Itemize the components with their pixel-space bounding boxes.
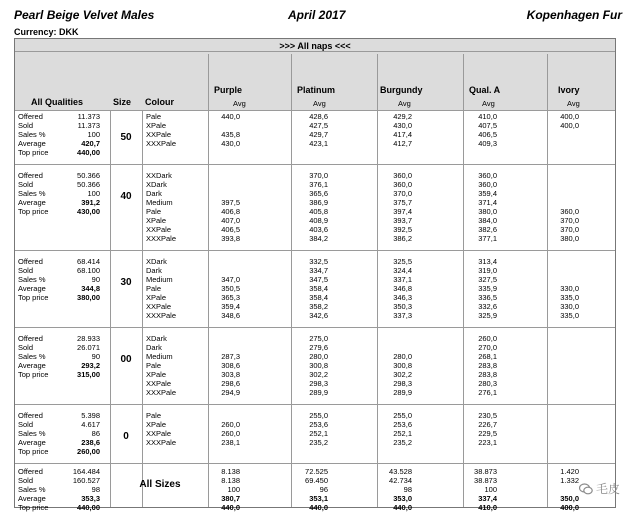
stat-value: 164.484	[72, 467, 100, 476]
stat-label: Sales %	[18, 275, 46, 284]
stat-value: 11.373	[77, 121, 100, 130]
purple-value: 287,3	[221, 352, 240, 361]
stat-label: Sold	[18, 121, 34, 130]
purple-value: 348,6	[221, 311, 240, 320]
stat-value: 293,2	[81, 361, 100, 370]
quala-value: 384,0	[478, 216, 497, 225]
quala-value: 319,0	[478, 266, 497, 275]
total-ivory-value: 400,0	[560, 503, 579, 512]
size-value: 50	[120, 132, 132, 143]
total-burgundy-value: 42.734	[389, 476, 412, 485]
burgundy-value: 375,7	[393, 198, 412, 207]
watermark-text: 毛皮	[595, 482, 620, 496]
purple-value: 359,4	[221, 302, 240, 311]
stat-label: Offered	[18, 257, 43, 266]
stat-label: Sold	[18, 266, 34, 275]
stat-label: Sold	[18, 420, 34, 429]
colour-label: XXPale	[146, 302, 172, 311]
platinum-value: 334,7	[309, 266, 328, 275]
burgundy-value: 360,0	[393, 171, 412, 180]
naps-banner: >>> All naps <<<	[279, 41, 351, 51]
stat-value: 90	[91, 352, 100, 361]
stat-value: 315,00	[77, 370, 100, 379]
burgundy-value: 280,0	[393, 352, 412, 361]
colour-label: XPale	[146, 370, 167, 379]
stat-value: 98	[91, 485, 100, 494]
stat-value: 160.527	[72, 476, 100, 485]
company-name: Kopenhagen Fur	[526, 8, 622, 22]
burgundy-value: 298,3	[393, 379, 412, 388]
platinum-value: 403,6	[309, 225, 328, 234]
colour-label: XXPale	[146, 429, 172, 438]
total-burgundy-value: 98	[403, 485, 412, 494]
stat-value: 344,8	[81, 284, 100, 293]
stat-label: Sales %	[18, 485, 46, 494]
colour-label: Pale	[146, 207, 162, 216]
burgundy-value: 325,5	[393, 257, 412, 266]
burgundy-value: 255,0	[393, 411, 412, 420]
platinum-value: 347,5	[309, 275, 328, 284]
quala-value: 359,4	[478, 189, 497, 198]
platinum-value: 280,0	[309, 352, 328, 361]
total-quala-value: 100	[484, 485, 497, 494]
quala-value: 407,5	[478, 121, 497, 130]
quala-value: 280,3	[478, 379, 497, 388]
column-divider	[142, 111, 143, 507]
stat-value: 28.933	[77, 334, 100, 343]
stat-value: 86	[91, 429, 100, 438]
quala-value: 336,5	[478, 293, 497, 302]
ivory-value: 335,0	[560, 311, 579, 320]
quala-value: 406,5	[478, 130, 497, 139]
total-platinum-value: 69.450	[305, 476, 328, 485]
col-colour: Colour	[145, 97, 174, 107]
platinum-value: 423,1	[309, 139, 328, 148]
total-purple-value: 8.138	[221, 476, 240, 485]
avg-label-purple: Avg	[233, 99, 246, 108]
colour-label: Pale	[146, 284, 162, 293]
burgundy-value: 430,0	[393, 121, 412, 130]
quala-value: 409,3	[478, 139, 497, 148]
purple-value: 406,8	[221, 207, 240, 216]
total-burgundy-value: 353,0	[393, 494, 412, 503]
colour-label: XXDark	[146, 171, 172, 180]
ivory-value: 360,0	[560, 207, 579, 216]
purple-value: 365,3	[221, 293, 240, 302]
colour-label: XXXPale	[146, 234, 177, 243]
group-divider	[15, 404, 615, 405]
ivory-value: 380,0	[560, 234, 579, 243]
quala-value: 230,5	[478, 411, 497, 420]
purple-value: 393,8	[221, 234, 240, 243]
stat-value: 391,2	[81, 198, 100, 207]
stat-label: Top price	[18, 447, 49, 456]
platinum-value: 275,0	[309, 334, 328, 343]
stat-label: Top price	[18, 370, 49, 379]
platinum-value: 427,5	[309, 121, 328, 130]
burgundy-value: 253,6	[393, 420, 412, 429]
stat-value: 50.366	[77, 171, 100, 180]
burgundy-value: 337,1	[393, 275, 412, 284]
total-quala-value: 410,0	[478, 503, 497, 512]
ivory-value: 400,0	[560, 121, 579, 130]
platinum-value: 298,3	[309, 379, 328, 388]
burgundy-value: 417,4	[393, 130, 412, 139]
stat-value: 100	[87, 189, 100, 198]
quala-value: 360,0	[478, 180, 497, 189]
group-divider	[15, 164, 615, 165]
size-value: 40	[120, 191, 132, 202]
purple-value: 397,5	[221, 198, 240, 207]
platinum-value: 255,0	[309, 411, 328, 420]
burgundy-value: 337,3	[393, 311, 412, 320]
platinum-value: 253,6	[309, 420, 328, 429]
colour-label: XXPale	[146, 130, 172, 139]
purple-value: 308,6	[221, 361, 240, 370]
stat-value: 353,3	[81, 494, 100, 503]
burgundy-value: 346,8	[393, 284, 412, 293]
burgundy-value: 350,3	[393, 302, 412, 311]
quala-value: 283,8	[478, 370, 497, 379]
total-ivory-value: 350,0	[560, 494, 579, 503]
colour-label: Pale	[146, 411, 162, 420]
platinum-value: 408,9	[309, 216, 328, 225]
burgundy-value: 370,0	[393, 189, 412, 198]
colour-label: Pale	[146, 361, 162, 370]
platinum-value: 428,6	[309, 112, 328, 121]
colour-label: XXXPale	[146, 139, 177, 148]
burgundy-value: 392,5	[393, 225, 412, 234]
purple-value: 298,6	[221, 379, 240, 388]
purple-value: 347,0	[221, 275, 240, 284]
stat-label: Top price	[18, 148, 49, 157]
colour-label: Dark	[146, 189, 162, 198]
stat-value: 4.617	[81, 420, 100, 429]
wechat-icon	[579, 482, 593, 496]
stat-label: Offered	[18, 411, 43, 420]
platinum-value: 384,2	[309, 234, 328, 243]
platinum-value: 302,2	[309, 370, 328, 379]
colour-label: XXPale	[146, 225, 172, 234]
purple-value: 260,0	[221, 420, 240, 429]
quala-value: 268,1	[478, 352, 497, 361]
total-burgundy-value: 43.528	[389, 467, 412, 476]
stat-label: Sold	[18, 180, 34, 189]
purple-value: 406,5	[221, 225, 240, 234]
stat-label: Top price	[18, 503, 49, 512]
platinum-value: 252,1	[309, 429, 328, 438]
platinum-value: 358,4	[309, 284, 328, 293]
purple-value: 435,8	[221, 130, 240, 139]
platinum-value: 376,1	[309, 180, 328, 189]
total-platinum-value: 96	[319, 485, 328, 494]
stat-label: Top price	[18, 293, 49, 302]
colour-label: Medium	[146, 275, 173, 284]
stat-label: Sold	[18, 343, 34, 352]
col-ivory: Ivory	[558, 85, 580, 95]
burgundy-value: 360,0	[393, 180, 412, 189]
header-divider	[15, 110, 615, 111]
burgundy-value: 300,8	[393, 361, 412, 370]
platinum-value: 370,0	[309, 171, 328, 180]
colour-label: XPale	[146, 121, 167, 130]
group-divider	[15, 463, 615, 464]
col-platinum: Platinum	[297, 85, 336, 95]
price-table	[14, 38, 616, 512]
quala-value: 229,5	[478, 429, 497, 438]
quala-value: 226,7	[478, 420, 497, 429]
col-all-qualities: All Qualities	[31, 97, 84, 107]
total-platinum-value: 72.525	[305, 467, 328, 476]
stat-label: Average	[18, 494, 46, 503]
quala-value: 380,0	[478, 207, 497, 216]
avg-label-qual-a: Avg	[482, 99, 495, 108]
stat-label: Top price	[18, 207, 49, 216]
stat-label: Average	[18, 284, 46, 293]
avg-label-ivory: Avg	[567, 99, 580, 108]
burgundy-value: 252,1	[393, 429, 412, 438]
total-burgundy-value: 440,0	[393, 503, 412, 512]
colour-label: XDark	[146, 334, 167, 343]
col-size: Size	[113, 97, 132, 107]
stat-value: 5.398	[81, 411, 100, 420]
quala-value: 371,4	[478, 198, 497, 207]
quala-value: 327,5	[478, 275, 497, 284]
stat-label: Sold	[18, 476, 34, 485]
stat-label: Average	[18, 198, 46, 207]
stat-value: 260,00	[77, 447, 100, 456]
stat-value: 100	[87, 130, 100, 139]
purple-value: 407,0	[221, 216, 240, 225]
colour-label: Medium	[146, 352, 173, 361]
burgundy-value: 324,4	[393, 266, 412, 275]
quala-value: 410,0	[478, 112, 497, 121]
ivory-value: 335,0	[560, 293, 579, 302]
quala-value: 332,6	[478, 302, 497, 311]
currency-label: Currency: DKK	[14, 27, 79, 37]
banner-divider	[15, 51, 615, 52]
colour-label: Dark	[146, 343, 162, 352]
stat-value: 440,00	[77, 503, 100, 512]
platinum-value: 365,6	[309, 189, 328, 198]
platinum-value: 289,9	[309, 388, 328, 397]
stat-label: Sales %	[18, 352, 46, 361]
col-burgundy: Burgundy	[380, 85, 423, 95]
total-purple-value: 100	[227, 485, 240, 494]
purple-value: 440,0	[221, 112, 240, 121]
stat-value: 68.100	[77, 266, 100, 275]
total-purple-value: 380,7	[221, 494, 240, 503]
stat-value: 90	[91, 275, 100, 284]
burgundy-value: 302,2	[393, 370, 412, 379]
burgundy-value: 386,2	[393, 234, 412, 243]
platinum-value: 332,5	[309, 257, 328, 266]
quala-value: 276,1	[478, 388, 497, 397]
total-quala-value: 337,4	[478, 494, 497, 503]
purple-value: 260,0	[221, 429, 240, 438]
burgundy-value: 397,4	[393, 207, 412, 216]
quala-value: 335,9	[478, 284, 497, 293]
total-purple-value: 440,0	[221, 503, 240, 512]
size-value: 0	[123, 431, 129, 442]
stat-value: 26.071	[77, 343, 100, 352]
colour-label: Dark	[146, 266, 162, 275]
colour-label: XPale	[146, 216, 167, 225]
stat-value: 238,6	[81, 438, 100, 447]
quala-value: 260,0	[478, 334, 497, 343]
colour-label: XPale	[146, 420, 167, 429]
total-quala-value: 38.873	[474, 467, 497, 476]
stat-label: Sales %	[18, 189, 46, 198]
stat-label: Average	[18, 361, 46, 370]
colour-label: Pale	[146, 112, 162, 121]
colour-label: XXXPale	[146, 438, 177, 447]
stat-value: 380,00	[77, 293, 100, 302]
stat-label: Offered	[18, 171, 43, 180]
colour-label: XXXPale	[146, 311, 177, 320]
ivory-value: 330,0	[560, 284, 579, 293]
burgundy-value: 429,2	[393, 112, 412, 121]
purple-value: 430,0	[221, 139, 240, 148]
stat-value: 440,00	[77, 148, 100, 157]
platinum-value: 279,6	[309, 343, 328, 352]
platinum-value: 300,8	[309, 361, 328, 370]
platinum-value: 358,4	[309, 293, 328, 302]
stat-value: 420,7	[81, 139, 100, 148]
total-platinum-value: 440,0	[309, 503, 328, 512]
quala-value: 270,0	[478, 343, 497, 352]
avg-label-burgundy: Avg	[398, 99, 411, 108]
stat-label: Average	[18, 438, 46, 447]
group-divider	[15, 327, 615, 328]
ivory-value: 370,0	[560, 225, 579, 234]
ivory-value: 400,0	[560, 112, 579, 121]
purple-value: 350,5	[221, 284, 240, 293]
stat-label: Sales %	[18, 130, 46, 139]
purple-value: 238,1	[221, 438, 240, 447]
total-ivory-value: 1.420	[560, 467, 579, 476]
report-date: April 2017	[288, 8, 346, 22]
quala-value: 313,4	[478, 257, 497, 266]
total-purple-value: 8.138	[221, 467, 240, 476]
stat-label: Offered	[18, 334, 43, 343]
group-divider	[15, 250, 615, 251]
quala-value: 360,0	[478, 171, 497, 180]
stat-label: Offered	[18, 112, 43, 121]
size-value: 30	[120, 277, 132, 288]
size-value: 00	[120, 354, 132, 365]
colour-label: XPale	[146, 293, 167, 302]
quala-value: 325,9	[478, 311, 497, 320]
purple-value: 303,8	[221, 370, 240, 379]
col-purple: Purple	[214, 85, 243, 95]
stat-value: 68.414	[77, 257, 100, 266]
ivory-value: 330,0	[560, 302, 579, 311]
colour-label: XDark	[146, 257, 167, 266]
colour-label: Medium	[146, 198, 173, 207]
platinum-value: 386,9	[309, 198, 328, 207]
col-qual-a: Qual. A	[469, 85, 501, 95]
colour-label: XXXPale	[146, 388, 177, 397]
burgundy-value: 235,2	[393, 438, 412, 447]
stat-value: 11.373	[77, 112, 100, 121]
platinum-value: 235,2	[309, 438, 328, 447]
colour-label: XXPale	[146, 379, 172, 388]
platinum-value: 342,6	[309, 311, 328, 320]
watermark	[579, 480, 620, 497]
stat-label: Sales %	[18, 429, 46, 438]
column-divider	[110, 111, 111, 507]
platinum-value: 358,2	[309, 302, 328, 311]
report-title: Pearl Beige Velvet Males	[14, 8, 155, 22]
platinum-value: 405,8	[309, 207, 328, 216]
total-quala-value: 38.873	[474, 476, 497, 485]
ivory-value: 370,0	[560, 216, 579, 225]
avg-label-platinum: Avg	[313, 99, 326, 108]
burgundy-value: 412,7	[393, 139, 412, 148]
quala-value: 283,8	[478, 361, 497, 370]
stat-value: 430,00	[77, 207, 100, 216]
colour-label: XDark	[146, 180, 167, 189]
quala-value: 382,6	[478, 225, 497, 234]
total-ivory-value: 1.332	[560, 476, 579, 485]
platinum-value: 429,7	[309, 130, 328, 139]
all-sizes-label: All Sizes	[139, 479, 181, 490]
burgundy-value: 289,9	[393, 388, 412, 397]
stat-label: Average	[18, 139, 46, 148]
purple-value: 294,9	[221, 388, 240, 397]
burgundy-value: 346,3	[393, 293, 412, 302]
quala-value: 377,1	[478, 234, 497, 243]
stat-value: 50.366	[77, 180, 100, 189]
burgundy-value: 393,7	[393, 216, 412, 225]
stat-label: Offered	[18, 467, 43, 476]
total-platinum-value: 353,1	[309, 494, 328, 503]
quala-value: 223,1	[478, 438, 497, 447]
